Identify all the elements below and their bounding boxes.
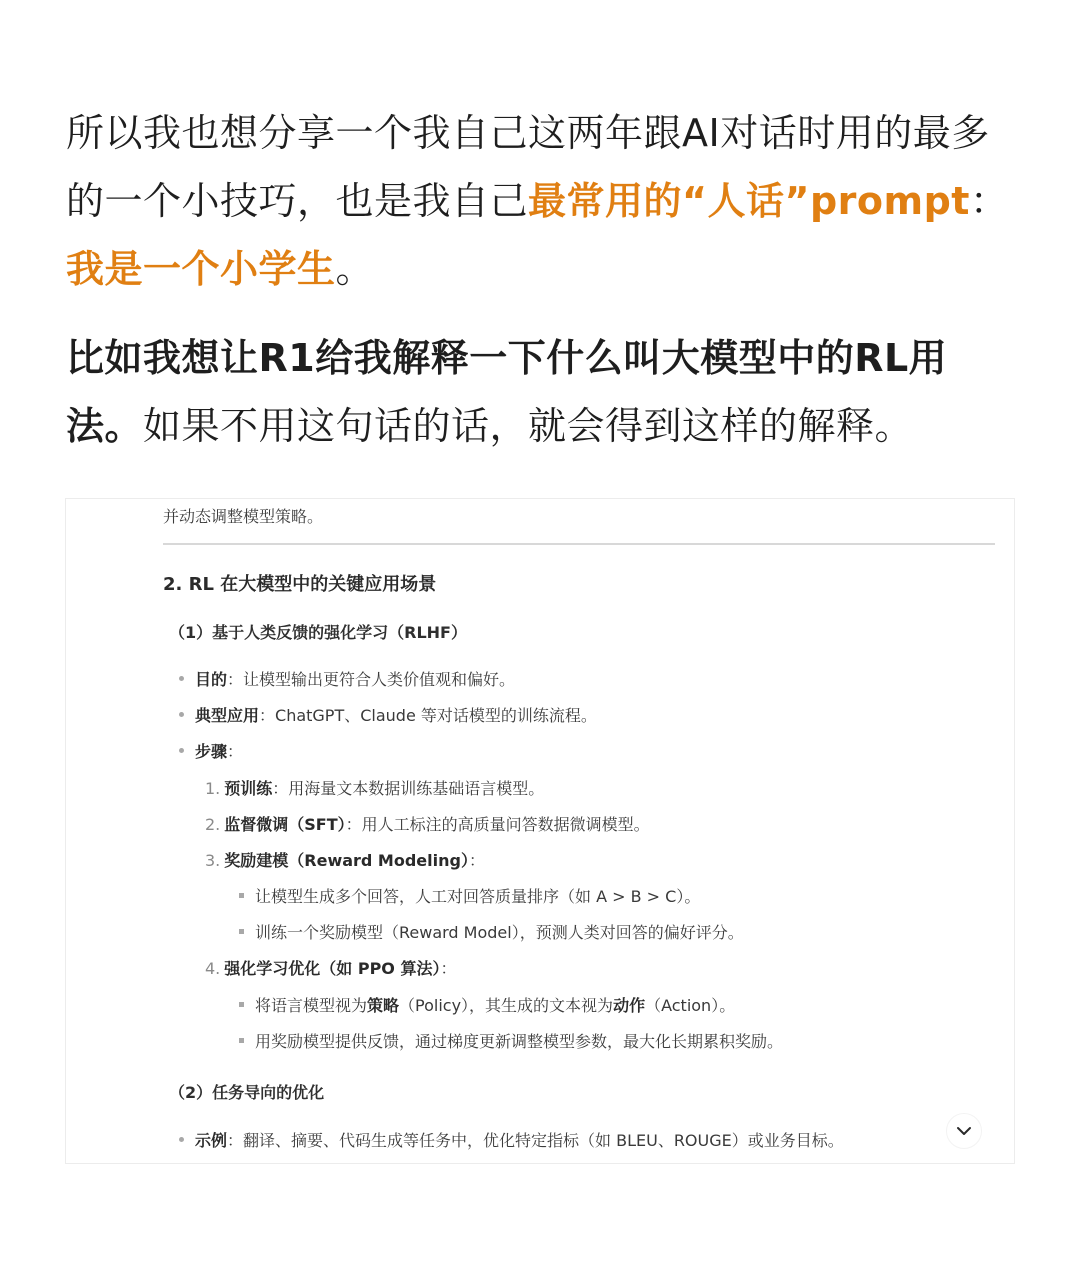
bullet-icon xyxy=(179,748,184,753)
square-bullet-icon xyxy=(239,929,244,934)
sub-list-item: 训练一个奖励模型（Reward Model），预测人类对回答的偏好评分。 xyxy=(239,920,744,943)
section-title: 2. RL 在大模型中的关键应用场景 xyxy=(163,574,437,595)
previous-text: 并动态调整模型策略。 xyxy=(163,507,324,526)
list-item: 步骤： xyxy=(179,739,243,762)
highlight-student: 我是一个小学生 xyxy=(66,247,336,291)
sub-list-item: 将语言模型视为策略（Policy），其生成的文本视为动作（Action）。 xyxy=(239,993,735,1016)
chevron-down-icon xyxy=(956,1126,972,1136)
sub-list-item: 用奖励模型提供反馈，通过梯度更新调整模型参数，最大化长期累积奖励。 xyxy=(239,1029,783,1052)
intro-text-2: 如果不用这句话的话，就会得到这样的解释。 xyxy=(143,404,914,448)
list-item: 示例：翻译、摘要、代码生成等任务中，优化特定指标（如 BLEU、ROUGE）或业务目标。 xyxy=(179,1128,844,1151)
list-item: 典型应用：ChatGPT、Claude 等对话模型的训练流程。 xyxy=(179,703,597,726)
intro-paragraph-1 xyxy=(66,99,1016,303)
bold-question: 比如我想让R1给我解释一下什么叫大模型中的RL用法。 xyxy=(66,336,948,448)
step-item: 1. 预训练：用海量文本数据训练基础语言模型。 xyxy=(205,779,545,798)
highlight-prompt: 最常用的“人话”prompt xyxy=(528,179,970,223)
sub-list-item: 让模型生成多个回答，人工对回答质量排序（如 A > B > C）。 xyxy=(239,884,700,907)
bullet-icon xyxy=(179,1137,184,1142)
square-bullet-icon xyxy=(239,893,244,898)
divider xyxy=(163,543,995,545)
chat-screenshot-card xyxy=(65,498,1015,1164)
scroll-down-button[interactable] xyxy=(946,1113,982,1149)
bullet-icon xyxy=(179,712,184,717)
period: 。 xyxy=(335,247,375,291)
intro-text: 所以我也想分享一个我自己这两年跟AI对话时用的最多的一个小技巧，也是我自己 xyxy=(66,111,990,223)
square-bullet-icon xyxy=(239,1038,244,1043)
bullet-icon xyxy=(179,676,184,681)
subsection-title-rlhf: （1）基于人类反馈的强化学习（RLHF） xyxy=(169,623,467,642)
step-item: 2. 监督微调（SFT）：用人工标注的高质量问答数据微调模型。 xyxy=(205,815,650,834)
colon: ： xyxy=(969,179,1009,223)
subsection-title-task: （2）任务导向的优化 xyxy=(169,1083,325,1102)
square-bullet-icon xyxy=(239,1002,244,1007)
list-item: 目的：让模型输出更符合人类价值观和偏好。 xyxy=(179,667,515,690)
step-item: 3. 奖励建模（Reward Modeling）： xyxy=(205,851,485,870)
step-item: 4. 强化学习优化（如 PPO 算法）： xyxy=(205,959,457,978)
intro-paragraph-2 xyxy=(66,324,1016,460)
